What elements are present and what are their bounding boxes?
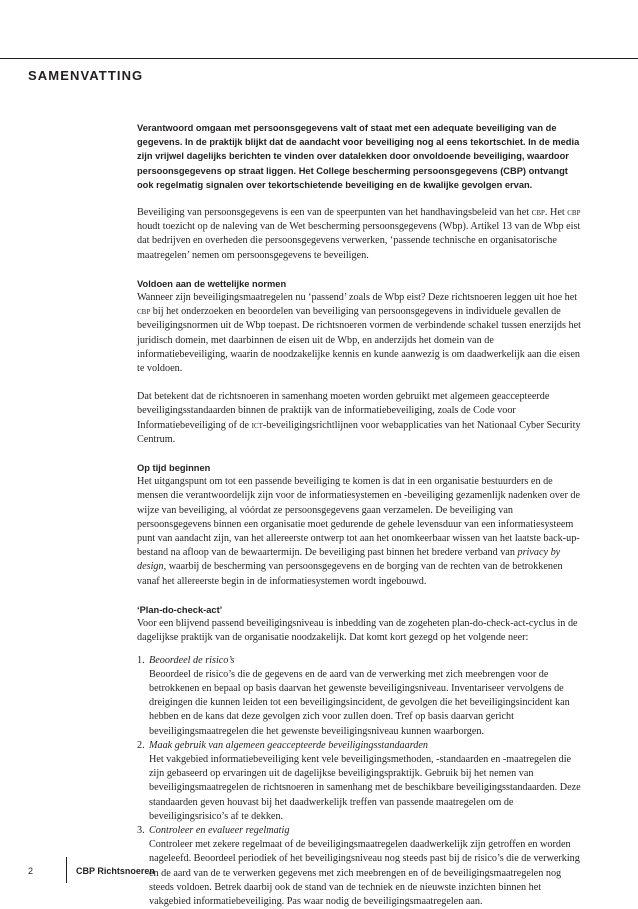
list-item-number: 3. (137, 824, 145, 838)
list-item-body: Beoordeel de risico’s die de gegevens en de aard van de verwerking met zich meebrengen voor de betrokkenen en bepaal op basis daarvan het gewenste beveiligingsniveau. Inventariseer vervolgens de dreigingen die kunnen leiden tot een beveiligingsincident, de gevolgen die het beveiligingsincident kan hebben en de kans dat deze gevolgen zich voor zullen doen. Tref op basis daarvan gericht beveiligingsmaatregelen die het gewenste beveiligingsniveau kunnen waarborgen. (149, 669, 570, 737)
list-item-title: Maak gebruik van algemeen geaccepteerde beveiligingsstandaarden (149, 739, 585, 753)
intro-text-b: . Het (545, 207, 567, 218)
list-item (137, 654, 585, 739)
list-item-title: Beoordeel de risico’s (149, 654, 585, 668)
lead-paragraph: Verantwoord omgaan met persoonsgegevens valt of staat met een adequate beveiliging van de gegevens. In de praktijk blijkt dat de aandacht voor beveiliging nog al eens tekortschiet. In de media zijn vrijwel dagelijks berichten te vinden over datalekken door onvoldoende beveiliging, waardoor persoonsgegevens op straat liggen. Het College bescherming persoonsgegevens (CBP) ontvangt ook regelmatig signalen over tekortschietende beveiliging en de kwalijke gevolgen ervan. (137, 121, 585, 192)
list-item (137, 824, 585, 909)
intro-abbrev-cbp-2: cbp (567, 207, 580, 218)
intro-text-c: houdt toezicht op de naleving van de Wet bescherming persoonsgegevens (Wbp). Artikel 13 van de Wbp eist dat bedrijven en overheden die persoonsgegevens verwerken, ‘passende technische en organisatorische maatregelen’ nemen om persoonsgegevens te beveiligen. (137, 221, 580, 260)
op-tijd-text-b: , waarbij de bescherming van persoonsgegevens en de borging van de rechten van de betrokkenen vanaf het allereerste begin in de informatiesystemen wordt ingebouwd. (137, 561, 563, 586)
op-tijd-paragraph (137, 475, 585, 589)
intro-text-a: Beveiliging van persoonsgegevens is een van de speerpunten van het handhavingsbeleid van het (137, 207, 532, 218)
publication-title: CBP Richtsnoeren (76, 866, 155, 876)
list-item (137, 739, 585, 824)
standaarden-abbrev-ict: ict (252, 420, 263, 431)
body-text (137, 121, 585, 909)
op-tijd-emphasis: privacy by design (137, 547, 560, 572)
standaarden-text-a: Dat betekent dat de richtsnoeren in samenhang moeten worden gebruikt met algemeen geaccepteerde beveiligingsstandaarden binnen de praktijk van de informatiebeveiliging, zoals de Code voor Informatiebeveiliging of de (137, 391, 549, 430)
normen-paragraph (137, 291, 585, 376)
section-heading-normen: Voldoen aan de wettelijke normen (137, 277, 585, 291)
section-title: SAMENVATTING (28, 68, 143, 83)
top-rule (0, 58, 638, 59)
list-item-title: Controleer en evalueer regelmatig (149, 824, 585, 838)
normen-text-a: Wanneer zijn beveiligingsmaatregelen nu ‘passend’ zoals de Wbp eist? Deze richtsnoeren leggen uit hoe het (137, 292, 577, 303)
intro-abbrev-cbp: cbp (532, 207, 545, 218)
normen-abbrev-cbp: cbp (137, 306, 150, 317)
list-item-number: 2. (137, 739, 145, 753)
normen-text-b: bij het onderzoeken en beoordelen van beveiliging van persoonsgegevens in individuele gevallen de beveiligingsnormen uit de Wbp toepast. De richtsnoeren vormen de verbindende schakel tussen enerzijds het juridisch domein, met daarbinnen de eisen uit de Wbp, en anderzijds het domein van de informatiebeveiliging, waarin de noodzakelijke kennis en kunde aanwezig is om daadwerkelijk aan die eisen te voldoen. (137, 306, 581, 374)
standaarden-text-b: -beveiligingsrichtlijnen voor webapplicaties van het Nationaal Cyber Security Centrum. (137, 420, 581, 445)
section-heading-pdca: ‘Plan-do-check-act’ (137, 603, 585, 617)
op-tijd-text-a: Het uitgangspunt om tot een passende beveiliging te komen is dat in een organisatie bestuurders en de mensen die verantwoordelijk zijn voor de informatiesystemen en -beveiliging gezamenlijk nadenken over de wijze van beveiliging, al vóórdat ze persoonsgegevens gaan verzamelen. De beveiliging van persoonsgegevens binnen een organisatie moet gedurende de gehele levensduur van een informatiesysteem punt van aandacht zijn, van het allereerste ontwerp tot aan het onomkeerbaar wissen van het laatste back-up-bestand na afloop van de bewaartermijn. De beveiliging past binnen het bredere verband van (137, 476, 580, 558)
standaarden-paragraph (137, 390, 585, 447)
list-item-number: 1. (137, 654, 145, 668)
pdca-steps-list (137, 654, 585, 909)
page-number: 2 (28, 866, 33, 876)
list-item-body: Controleer met zekere regelmaat of de beveiligingsmaatregelen daadwerkelijk zijn getroffen en worden nageleefd. Beoordeel periodiek of het beveiligingsniveau nog steeds past bij de risico’s die de verwerking en de aard van de te verwerken gegevens met zich meebrengen en of de beveiligingsmaatregelen nog steeds voldoen. Betrek daarbij ook de stand van de techniek en de nieuwste inzichten binnen het vakgebied informatiebeveiliging. Pas waar nodig de beveiligingsmaatregelen aan. (149, 839, 580, 907)
footer-divider (66, 857, 67, 883)
section-heading-op-tijd: Op tijd beginnen (137, 461, 585, 475)
pdca-paragraph: Voor een blijvend passend beveiligingsniveau is inbedding van de zogeheten plan-do-check-act-cyclus in de dagelijkse praktijk van de organisatie noodzakelijk. Dat komt kort gezegd op het volgende neer: (137, 617, 585, 645)
intro-paragraph (137, 206, 585, 263)
list-item-body: Het vakgebied informatiebeveiliging kent vele beveiligingsmethoden, -standaarden en -maatregelen die zijn gebaseerd op ervaringen uit de dagelijkse beveiligingspraktijk. Gebruik bij het nemen van beveiligingsmaatregelen de richtsnoeren in samenhang met de beschikbare beveiligingsstandaarden. Deze standaarden geven houvast bij het daadwerkelijk treffen van passende maatregelen om de beveiligingsrisico’s af te dekken. (149, 754, 581, 822)
